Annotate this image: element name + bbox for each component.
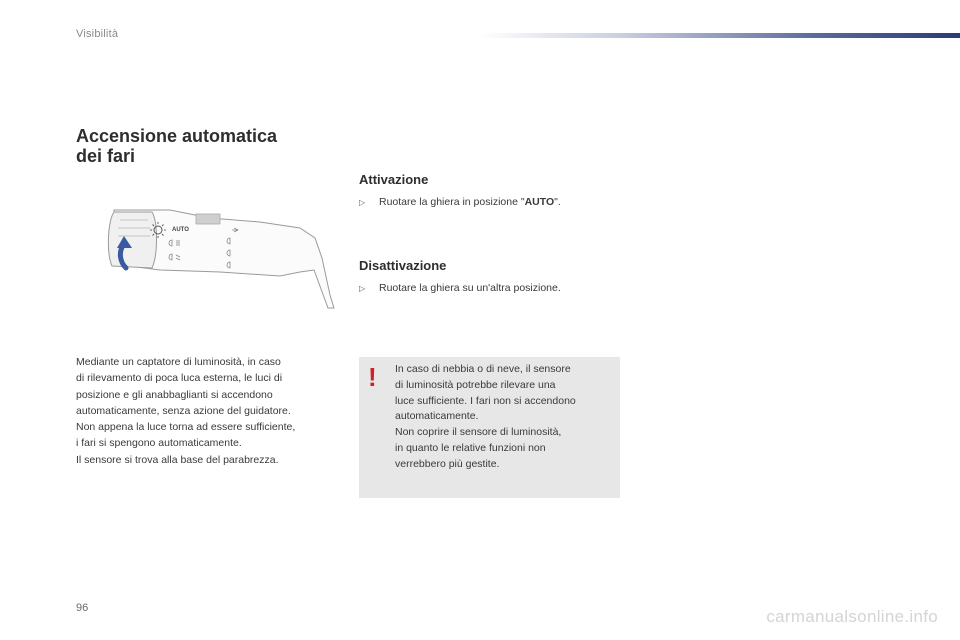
headlamp-stalk-icon: [100, 200, 340, 312]
activation-title: Attivazione: [359, 172, 429, 187]
warning-line: In caso di nebbia o di neve, il sensore: [395, 363, 571, 375]
warning-line: luce sufficiente. I fari non si accendono: [395, 394, 576, 407]
description-line: i fari si spengono automaticamente.: [76, 437, 242, 450]
section-title: [76, 126, 336, 166]
description-line: di rilevamento di poca luca esterna, le luci di: [76, 372, 283, 385]
auto-keyword: AUTO: [524, 196, 555, 208]
section-title-line1: Accensione automatica: [76, 126, 278, 146]
bullet-arrow-icon: ▷: [359, 197, 366, 207]
auto-label: AUTO: [172, 227, 189, 233]
headlamp-stalk-illustration: [100, 200, 340, 312]
watermark: carmanualsonline.info: [766, 607, 938, 626]
warning-exclamation-icon: !: [368, 362, 377, 392]
page-number: 96: [76, 602, 89, 614]
warning-line: Non coprire il sensore di luminosità,: [395, 426, 562, 439]
activation-instruction: [359, 196, 561, 208]
description-line: Mediante un captatore di luminosità, in caso: [76, 356, 281, 368]
description-text: [76, 354, 346, 468]
deactivation-text: Ruotare la ghiera su un'altra posizione.: [379, 282, 561, 294]
header-bar: [480, 33, 960, 38]
warning-text: [395, 362, 615, 473]
section-title-line2: dei fari: [76, 146, 136, 166]
warning-line: di luminosità potrebbe rilevare una: [395, 378, 556, 391]
description-line: Non appena la luce torna ad essere sufficiente,: [76, 421, 296, 434]
bullet-arrow-icon: ▷: [359, 283, 366, 293]
deactivation-title: Disattivazione: [359, 258, 447, 273]
deactivation-instruction: [359, 282, 561, 294]
warning-line: automaticamente.: [395, 410, 479, 423]
activation-text: Ruotare la ghiera in posizione "AUTO".: [379, 196, 561, 208]
description-line: Il sensore si trova alla base del parabrezza.: [76, 453, 279, 466]
warning-line: in quanto le relative funzioni non: [395, 441, 546, 454]
description-line: automaticamente, senza azione del guidatore.: [76, 404, 291, 417]
warning-line: verrebbero più gestite.: [395, 457, 500, 470]
description-line: posizione e gli anabbaglianti si accendono: [76, 388, 273, 401]
chapter-title: Visibilità: [76, 28, 119, 40]
warning-box: [359, 357, 620, 498]
